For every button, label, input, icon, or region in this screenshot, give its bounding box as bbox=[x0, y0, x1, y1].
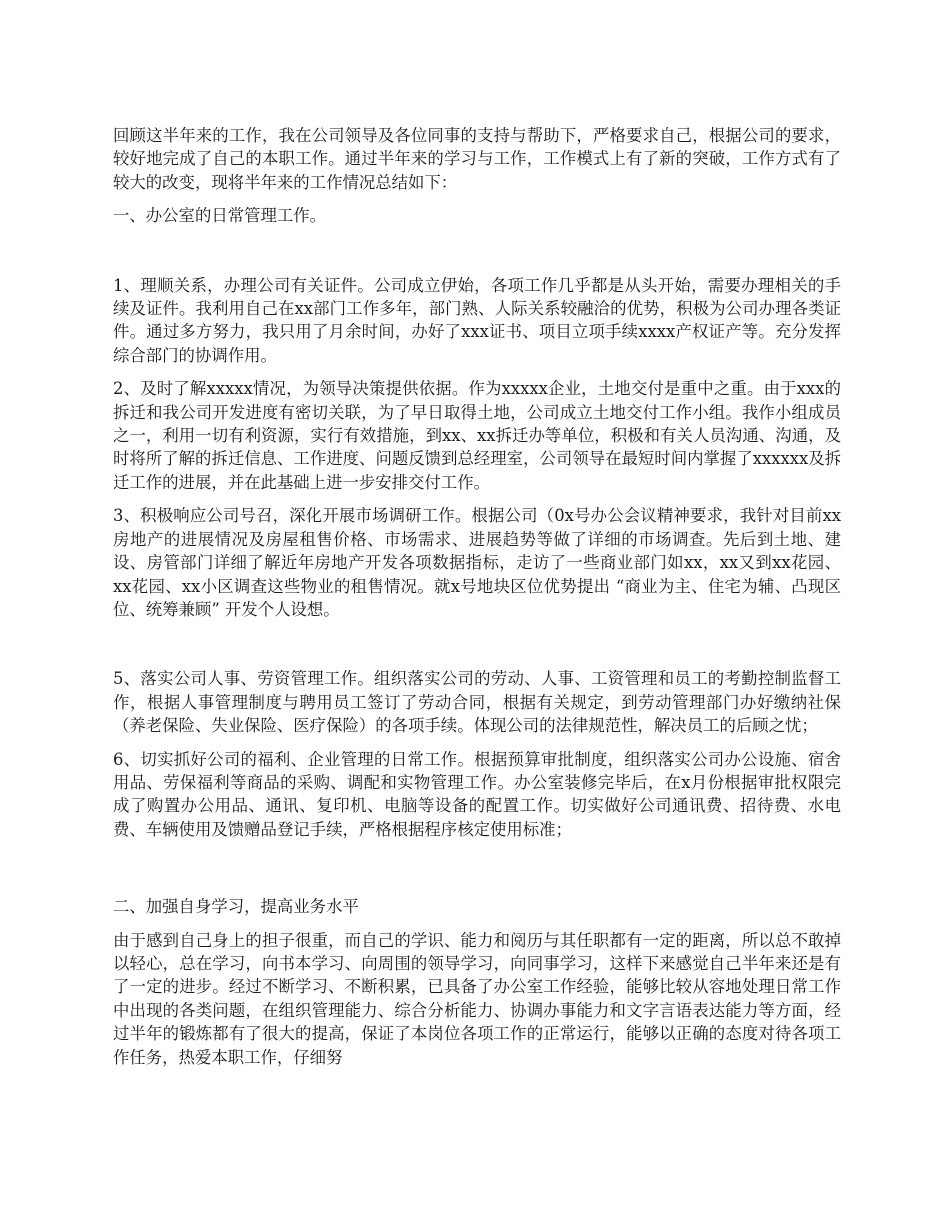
intro-paragraph: 回顾这半年来的工作，我在公司领导及各位同事的支持与帮助下，严格要求自己，根据公司的要求，较好地完成了自己的本职工作。通过半年来的学习与工作，工作模式上有了新的突破，工作方式有了较大的改变，现将半年来的工作情况总结如下： bbox=[113, 126, 841, 192]
section-2-paragraph: 由于感到自己身上的担子很重，而自己的学识、能力和阅历与其任职都有一定的距离，所以总不敢掉以轻心，总在学习，向书本学习、向周围的领导学习，向同事学习，这样下来感觉自己半年来还是有了一定的进步。经过不断学习、不断积累，已具备了办公室工作经验，能够比较从容地处理日常工作中出现的各类问题，在组织管理能力、综合分析能力、协调办事能力和文字言语表达能力等方面，经过半年的锻炼都有了很大的提高，保证了本岗位各项工作的正常运行，能够以正确的态度对待各项工作任务，热爱本职工作，仔细努 bbox=[113, 930, 841, 1067]
item-6-paragraph: 6、切实抓好公司的福利、企业管理的日常工作。根据预算审批制度，组织落实公司办公设施、宿舍用品、劳保福利等商品的采购、调配和实物管理工作。办公室装修完毕后，在x月份根据审批权限完成了购置办公用品、通讯、复印机、电脑等设备的配置工作。切实做好公司通讯费、招待费、水电费、车辆使用及馈赠品登记手续，严格根据程序核定使用标准； bbox=[113, 749, 841, 839]
section-2-heading: 二、加强自身学习，提高业务水平 bbox=[113, 897, 359, 917]
item-5-paragraph: 5、落实公司人事、劳资管理工作。组织落实公司的劳动、人事、工资管理和员工的考勤控制监督工作，根据人事管理制度与聘用员工签订了劳动合同，根据有关规定，到劳动管理部门办好缴纳社保（养老保险、失业保险、医疗保险）的各项手续。体现公司的法律规范性，解决员工的后顾之忧； bbox=[113, 669, 841, 736]
item-2-paragraph: 2、及时了解xxxxx情况，为领导决策提供依据。作为xxxxx企业，土地交付是重中之重。由于xxx的拆迁和我公司开发进度有密切关联，为了早日取得土地，公司成立土地交付工作小组。我作小组成员之一，利用一切有利资源，实行有效措施，到xx、xx拆迁办等单位，积极和有关人员沟通、沟通，及时将所了解的拆迁信息、工作进度、问题反馈到总经理室，公司领导在最短时间内掌握了xxxxxx及拆迁工作的进展，并在此基础上进一步安排交付工作。 bbox=[113, 379, 841, 492]
item-1-paragraph: 1、理顺关系，办理公司有关证件。公司成立伊始，各项工作几乎都是从头开始，需要办理相关的手续及证件。我利用自己在xx部门工作多年，部门熟、人际关系较融洽的优势，积极为公司办理各类证件。通过多方努力，我只用了月余时间，办好了xxx证书、项目立项手续xxxx产权证产等。充分发挥综合部门的协调作用。 bbox=[113, 275, 841, 365]
document-page bbox=[113, 124, 841, 1069]
item-3-paragraph: 3、积极响应公司号召，深化开展市场调研工作。根据公司（0x号办公会议精神要求，我针对目前xx房地产的进展情况及房屋租售价格、市场需求、进展趋势等做了详细的市场调查。先后到土地、建设、房管部门详细了解近年房地产开发各项数据指标，走访了一些商业部门如xx，xx又到xx花园、xx花园、xx小区调查这些物业的租售情况。就x号地块区位优势提出 “商业为主、住宅为辅、凸现区位、统筹兼顾” 开发个人设想。 bbox=[113, 506, 841, 619]
section-1-heading: 一、办公室的日常管理工作。 bbox=[113, 206, 327, 226]
